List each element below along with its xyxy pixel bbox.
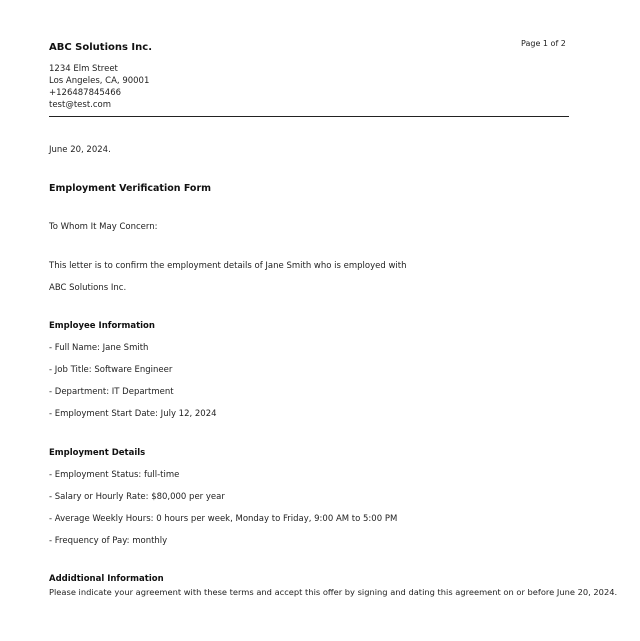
company-name: ABC Solutions Inc. <box>49 42 152 53</box>
salutation: To Whom It May Concern: <box>49 222 158 232</box>
employee-info-start-date: - Employment Start Date: July 12, 2024 <box>49 409 217 419</box>
intro-line-2: ABC Solutions Inc. <box>49 283 127 293</box>
additional-info-text: Please indicate your agreement with these terms and accept this offer by signing and dating this agreement on or before June 20, 2024. <box>49 587 618 597</box>
employee-info-heading: Employee Information <box>49 321 155 331</box>
employee-info-department: - Department: IT Department <box>49 387 174 397</box>
employment-details-pay-frequency: - Frequency of Pay: monthly <box>49 536 168 546</box>
address-street: 1234 Elm Street <box>49 64 118 74</box>
additional-info-heading: Addidtional Information <box>49 574 164 584</box>
employment-details-weekly-hours: - Average Weekly Hours: 0 hours per week, Monday to Friday, 9:00 AM to 5:00 PM <box>49 514 398 524</box>
employment-details-status: - Employment Status: full-time <box>49 470 180 480</box>
intro-line-1: This letter is to confirm the employment details of Jane Smith who is employed with <box>49 261 407 271</box>
employee-info-full-name: - Full Name: Jane Smith <box>49 343 149 353</box>
employment-details-salary: - Salary or Hourly Rate: $80,000 per year <box>49 492 225 502</box>
address-city: Los Angeles, CA, 90001 <box>49 76 150 86</box>
header-divider <box>49 116 569 117</box>
address-email: test@test.com <box>49 100 112 110</box>
page-indicator: Page 1 of 2 <box>521 39 566 48</box>
letter-date: June 20, 2024. <box>49 145 111 155</box>
form-title: Employment Verification Form <box>49 183 212 194</box>
address-phone: +126487845466 <box>49 88 122 98</box>
employee-info-job-title: - Job Title: Software Engineer <box>49 365 173 375</box>
employment-details-heading: Employment Details <box>49 448 146 458</box>
